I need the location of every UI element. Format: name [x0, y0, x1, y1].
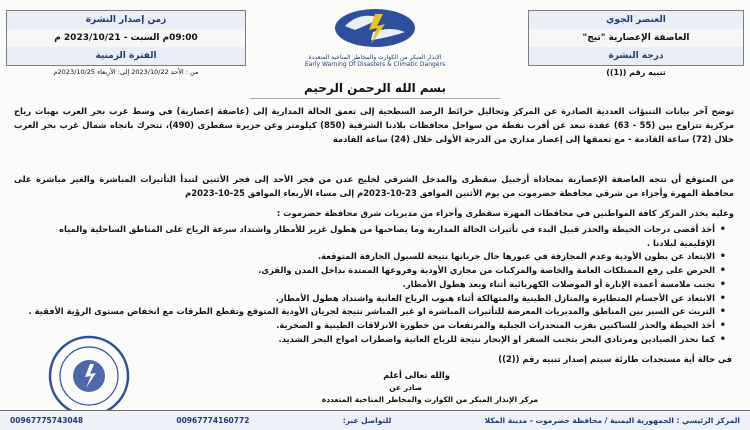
issue-time-box [6, 10, 246, 66]
footer-bar [0, 410, 750, 430]
warning-list [26, 223, 726, 346]
footer-contact-label: للتواصل عبر: [342, 416, 392, 425]
document-title: بسم الله الرحمن الرحيم [303, 81, 447, 95]
paragraph-forecast: توضح آخر بيانات التنبؤات العددية الصادرة عن المركز وتحاليل خرائط الرصد السطحية إلى تعمق الحالة المدارية إلى (عاصفة إعصارية) في وسط غرب بحر العرب بهبات رياح مركزية تتراوح بين (55 - 63) عقدة تبعد عن أقرب نقطة من سواحل محافظات بلادنا الشرقية (850) كيلومتر وعن جزيرة سقطرى (490)، تتحرك باتجاه شمال غرب بحر العرب خلال (72) ساعة القادمة - مع تعمقها إلى إعصار مداري من الدرجة الأولى خلال (24) ساعة القادمة [14, 106, 735, 144]
official-stamp-icon [48, 335, 130, 417]
time-period-label: الفترة الزمنية [7, 47, 245, 65]
paragraph-expected-track: من المتوقع أن تتجه العاصفة الإعصارية بمحاذاة أرخبيل سقطرى والمدخل الشرقي لخليج عدن من فجر الأحد إلى فجر الأثنين لتبدأ التأثيرات المباشرة والغير مباشرة على محافظة المهرة وأجزاء من شرقي محافظة حضرموت من يوم الأثنين الموافق 23-10-2023م إلى مساء الأربعاء الموافق 25-10-2023م [14, 174, 734, 198]
paragraph-warning-intro: وعليه يحذر المركز كافة المواطنين في محافظات المهرة سقطرى وأجزاء من مديريات شرق محافظة حضرموت : [276, 208, 734, 218]
storm-logo-icon [325, 6, 425, 50]
weather-element-label: العنصر الجوي [529, 11, 743, 29]
center-logo [300, 6, 450, 70]
closing-phrase: والله تعالى أعلم [383, 370, 450, 380]
list-item: • أخذ أقصى درجات الحيطة والحذر قبيل البدء في تأثيرات الحالة المدارية وما يصاحبها من هطول غزير للأمطار واشتداد سرعة الرياح على المناطق الساحلية والمياه الإقليمية لبلادنا . [26, 223, 726, 250]
footer-phone-1: 00967774160772 [176, 416, 250, 425]
footer-phone-2: 00967775743048 [10, 416, 84, 425]
list-item: • كما نحذر الصيادين ومرتادي البحر بتجنب السفر او الإبحار نتيجة للرياح العاتية واضطراب امواج البحر الشديد. [26, 333, 726, 347]
list-item: • الابتعاد عن بطون الأودية وعدم المجازفة في عبورها حال جريانها نتيجة للسيول الجارفة المتوقعة. [26, 250, 726, 264]
next-alert-note: في حالة أية مستجدات طارئة سيتم إصدار تنبيه رقم ((2)) [498, 354, 732, 364]
logo-caption-ar: الإنذار المبكر من الكوارث والمخاطر المناخية المتعددة [308, 54, 442, 61]
list-item: • الابتعاد عن الأجسام المتطايرة والمنازل الطينية والمتهالكة أثناء هبوب الرياح العاتية واشتداد هطول الأمطار. [26, 292, 726, 306]
title-divider [250, 98, 500, 99]
weather-element-box [528, 10, 744, 66]
time-period-value: من : الأحد 2023/10/22 إلى: الأربعاء 2023/10/25م [53, 68, 199, 76]
issue-time-label: زمن إصدار النشرة [7, 11, 245, 29]
bulletin-degree-value: تنبيه رقم ((1)) [606, 67, 666, 77]
list-item: • التريث عن السير بين المناطق والمديريات المعرضة للتأثيرات المباشرة او غير المباشر نتيجة لجريان الأودية المتوقع وتقطع الطرقات مع انخفاض مستوى الرؤية الأفقية . [26, 305, 726, 319]
list-item: • تجنب ملامسة أعمدة الإنارة أو الموصلات الكهربائية أثناء وبعد هطول الأمطار. [26, 278, 726, 292]
issue-time-value: 09:00م السبت - 2023/10/21 م [54, 33, 198, 43]
footer-address: المركز الرئيسي : الجمهورية اليمنية / محافظة حضرموت - مدينة المكلا [484, 416, 740, 425]
list-item: • الحرص على رفع الممتلكات العامة والخاصة والمركبات من مجاري الأودية وفروعها الممتدة بداخل المدن والقرى. [26, 264, 726, 278]
list-item: • أخذ الحيطة والحذر للساكنين بقرب المنحدرات الجبلية والمرتفعات من خطورة الانزلاقات الطينية و الصخرية. [26, 319, 726, 333]
issued-by-label: صادر عن [389, 383, 422, 392]
weather-element-value: العاصفة الإعصارية "تيج" [582, 33, 690, 43]
logo-caption-en: Early Warning Of Disasters & Climatic Dangers [304, 61, 446, 68]
bulletin-degree-label: درجة النشرة [529, 47, 743, 65]
issuer-name: مركز الإنذار المبكر من الكوارث والمخاطر المناخية المتعددة [321, 395, 538, 404]
